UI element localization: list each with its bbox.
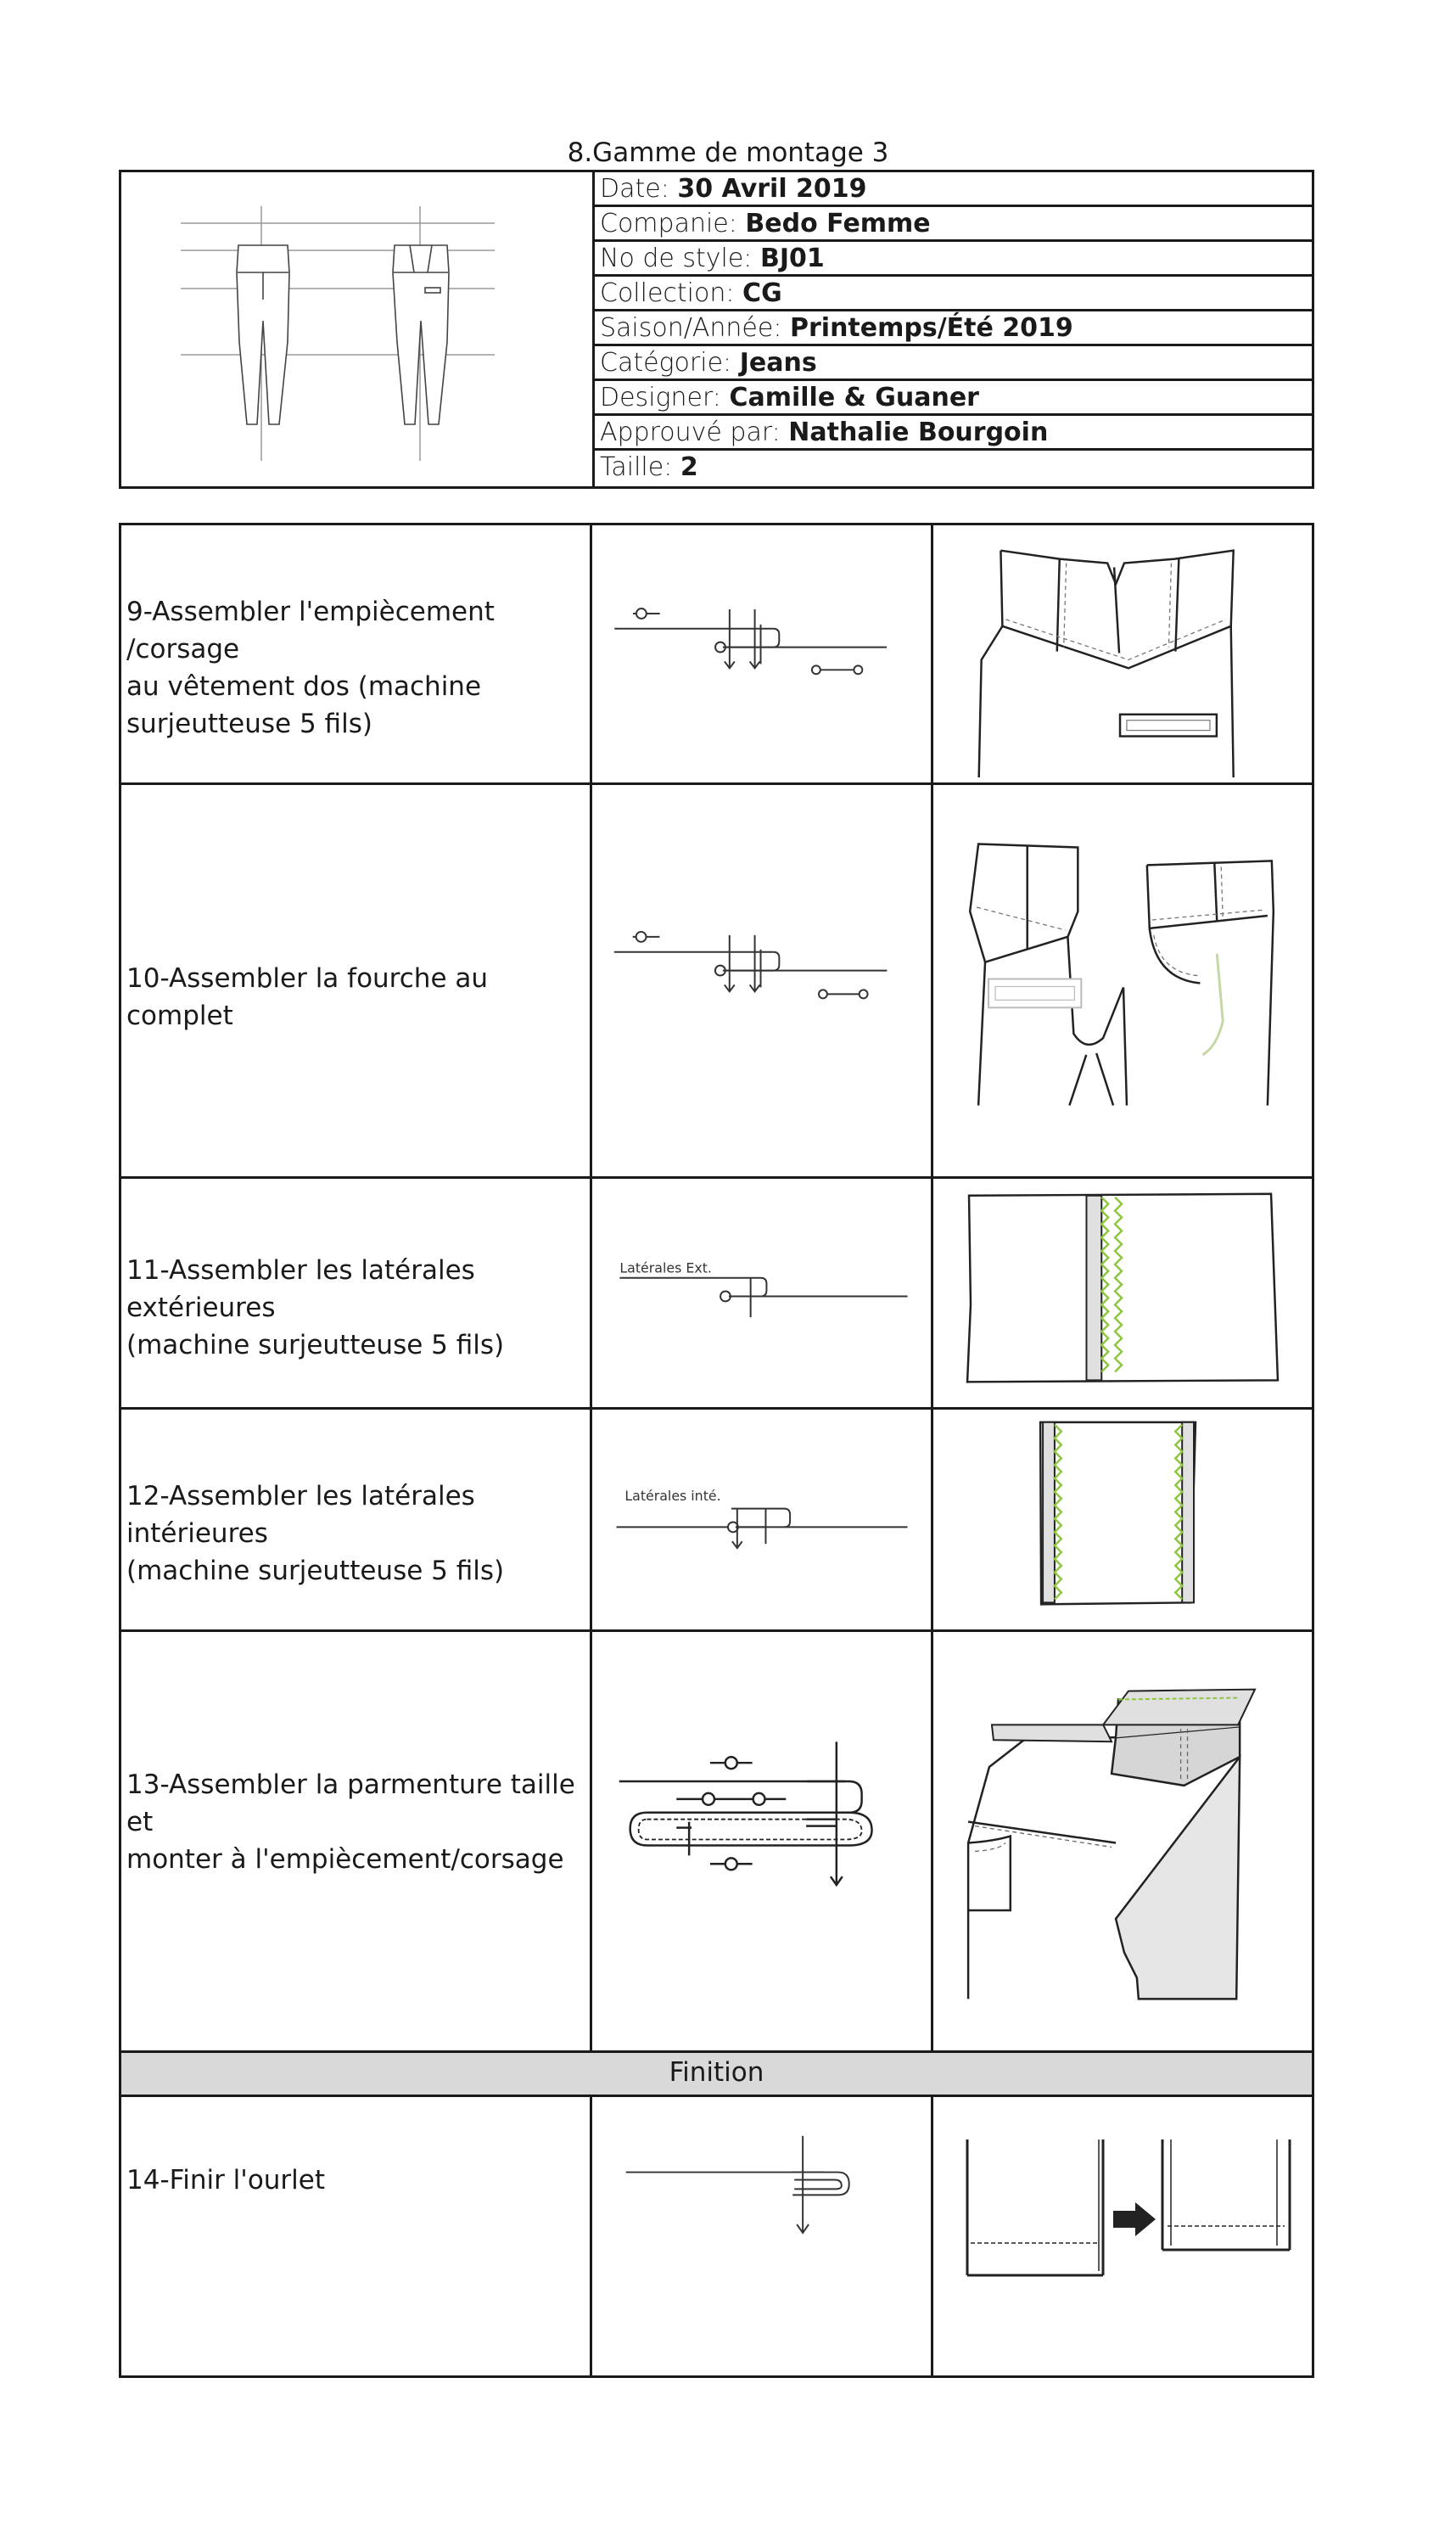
inseam-illustration: [933, 1410, 1312, 1629]
style-info: [595, 172, 1312, 486]
page-title: 8.Gamme de montage 3: [567, 137, 889, 168]
hem-illustration: [933, 2097, 1312, 2375]
info-row-collection: Collection: CG: [595, 277, 1312, 311]
info-row-style-no: No de style: BJ01: [595, 242, 1312, 277]
jeans-front-back-icon: [121, 172, 592, 486]
info-row-season: Saison/Année: Printemps/Été 2019: [595, 311, 1312, 346]
info-row-date: Date: 30 Avril 2019: [595, 172, 1312, 207]
operation-row: [121, 525, 1312, 785]
crotch-seam-illustration: [933, 785, 1312, 1176]
operation-text: 13-Assembler la parmenture taille et monter à l'empiècement/corsage: [126, 1769, 575, 1875]
operation-row: [121, 1410, 1312, 1632]
info-row-category: Catégorie: Jeans: [595, 346, 1312, 381]
seam-diagram-icon: [592, 1410, 931, 1629]
diagram-label: Latérales inté.: [624, 1487, 721, 1504]
seam-diagram-icon: [592, 785, 931, 1176]
seam-diagram-icon: [592, 2097, 931, 2375]
operation-text: 12-Assembler les latérales intérieures (machine surjeutteuse 5 fils): [126, 1481, 505, 1586]
outseam-illustration: [933, 1179, 1312, 1407]
seam-diagram-icon: [592, 525, 931, 782]
jeans-flat-sketch: [121, 172, 595, 486]
header-table: [119, 170, 1314, 489]
info-row-designer: Designer: Camille & Guaner: [595, 381, 1312, 416]
operation-text: 14-Finir l'ourlet: [126, 2165, 326, 2196]
operations-table: [119, 523, 1314, 2378]
seam-diagram-icon: [592, 1632, 931, 2050]
operation-row: [121, 1632, 1312, 2053]
arrow-right-icon: [1113, 2202, 1156, 2236]
waistband-facing-illustration: [933, 1632, 1312, 2050]
operation-row: [121, 785, 1312, 1179]
diagram-label: Latérales Ext.: [619, 1259, 712, 1276]
info-row-size: Taille: 2: [600, 452, 698, 482]
info-row-approved-by: Approuvé par: Nathalie Bourgoin: [595, 416, 1312, 451]
back-yoke-illustration: [933, 525, 1312, 782]
operation-row: [121, 2097, 1312, 2375]
operation-text: 10-Assembler la fourche au complet: [126, 963, 489, 1031]
seam-diagram-icon: [592, 1179, 931, 1407]
operation-row: [121, 1179, 1312, 1410]
info-row-company: Companie: Bedo Femme: [595, 207, 1312, 242]
operation-text: 9-Assembler l'empiècement /corsage au vêtement dos (machine surjeutteuse 5 fils): [126, 597, 495, 739]
operation-text: 11-Assembler les latérales extérieures (machine surjeutteuse 5 fils): [126, 1255, 505, 1360]
finition-section-header: Finition: [121, 2053, 1312, 2097]
